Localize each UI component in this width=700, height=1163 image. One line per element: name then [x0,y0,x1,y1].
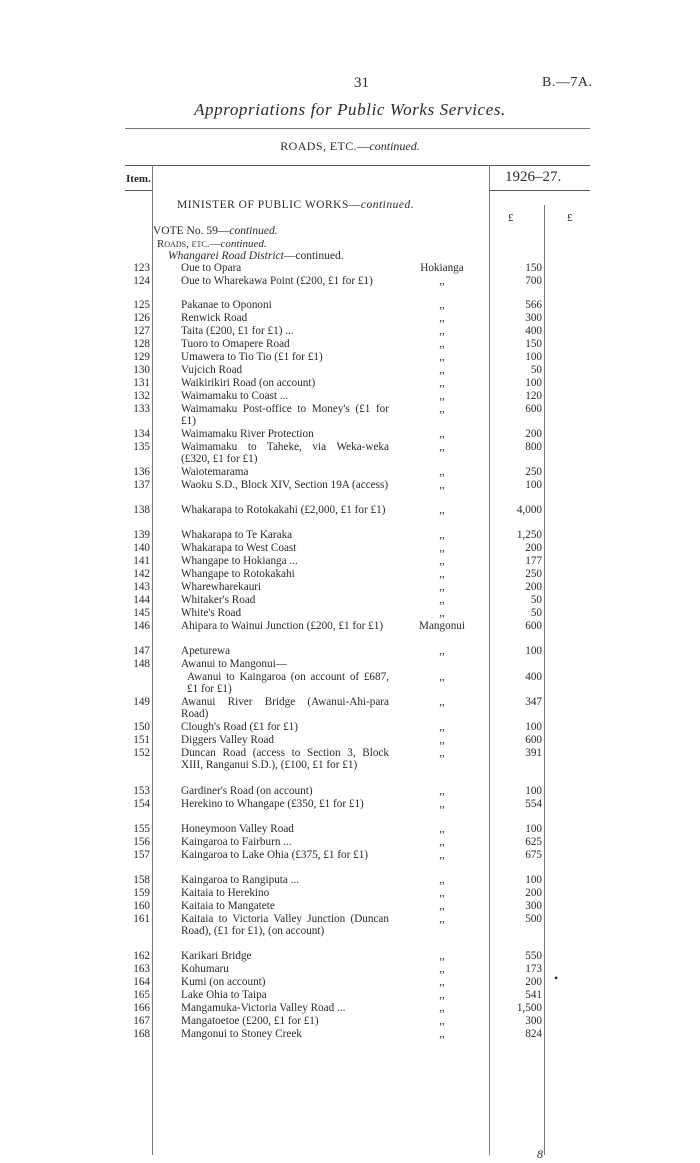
year-column-header: 1926–27. [505,169,562,185]
item-number: 149 [133,696,150,708]
item-number: 134 [133,428,150,440]
county: ,, [439,836,445,848]
county: ,, [439,275,445,287]
item-description: Renwick Road [181,312,248,324]
amount: 500 [525,913,542,925]
document-reference: B.—7A. [542,75,593,90]
county: ,, [439,989,445,1001]
amount: 100 [525,479,542,491]
amount: 1,500 [516,1002,542,1014]
item-number: 150 [133,721,150,733]
item-description: Awanui to Mangonui— [181,658,287,670]
amount: 824 [525,1028,542,1040]
item-description: Kumi (on account) [181,976,266,988]
item-number: 136 [133,466,150,478]
amount: 300 [525,1015,542,1027]
amount: 700 [525,275,542,287]
item-number: 131 [133,377,150,389]
item-column-divider [152,165,153,1155]
county: ,, [439,325,445,337]
roads-continued: continued. [220,238,267,250]
county: ,, [439,529,445,541]
amount: 675 [525,849,542,861]
county: ,, [439,428,445,440]
item-description: Mangamuka-Victoria Valley Road ... [181,1002,346,1014]
item-number: 123 [133,262,150,274]
amount: 200 [525,581,542,593]
item-description: Whakarapa to West Coast [181,542,297,554]
item-number: 164 [133,976,150,988]
amount: 50 [530,364,542,376]
amount: 173 [525,963,542,975]
subtitle-main: ROADS, ETC.— [280,139,370,153]
amount: 600 [525,734,542,746]
item-number: 166 [133,1002,150,1014]
table-header-rule-right [490,190,590,191]
item-number: 137 [133,479,150,491]
county: ,, [439,734,445,746]
stray-mark: • [554,971,559,985]
item-description: Duncan Road (access to Section 3, Block XIII, Ranganui S.D.), (£100, £1 for £1) [181,747,389,772]
item-description: Vujcich Road [181,364,243,376]
county: ,, [439,913,445,925]
item-number: 140 [133,542,150,554]
item-description: Kaingaroa to Fairburn ... [181,836,292,848]
item-number: 144 [133,594,150,606]
item-number: 157 [133,849,150,861]
item-description: Gardiner's Road (on account) [181,785,313,797]
county: ,, [439,542,445,554]
county: ,, [439,874,445,886]
amount: 200 [525,428,542,440]
county: ,, [439,581,445,593]
item-number: 133 [133,403,150,415]
item-description: Umawera to Tio Tio (£1 for £1) [181,351,323,363]
amount: 550 [525,950,542,962]
item-description: Apeturewa [181,645,231,657]
item-description: Waiotemarama [181,466,249,478]
county: ,, [439,950,445,962]
item-description: Kaitaia to Herekino [181,887,270,899]
county: ,, [439,645,445,657]
item-number: 163 [133,963,150,975]
item-number: 129 [133,351,150,363]
item-description: Waimamaku to Coast ... [181,390,289,402]
amount: 250 [525,466,542,478]
item-description: Whangape to Hokianga ... [181,555,298,567]
amount: 400 [525,325,542,337]
item-description: Waimamaku to Taheke, via Weka-weka (£320, £1 for £1) [181,441,389,466]
item-number: 167 [133,1015,150,1027]
county: ,, [439,479,445,491]
item-description: Kohumaru [181,963,229,975]
item-description: Oue to Wharekawa Point (£200, £1 for £1) [181,275,373,287]
county: ,, [439,299,445,311]
item-number: 165 [133,989,150,1001]
vote-main: VOTE No. 59— [153,225,230,237]
county: ,, [439,364,445,376]
amount: 4,000 [516,504,542,516]
county: ,, [439,1002,445,1014]
item-description: Tuoro to Omapere Road [181,338,290,350]
item-number: 124 [133,275,150,287]
item-number: 138 [133,504,150,516]
pound-symbol-right: £ [567,212,573,224]
item-number: 151 [133,734,150,746]
amount: 400 [525,671,542,683]
county: ,, [439,963,445,975]
item-description: Herekino to Whangape (£350, £1 for £1) [181,798,364,810]
county: ,, [439,338,445,350]
amount: 200 [525,887,542,899]
header-rule [125,128,590,129]
subtitle-continued: continued. [369,139,420,153]
county: ,, [439,823,445,835]
item-description: Wharewharekauri [181,581,262,593]
item-description: Mangatoetoe (£200, £1 for £1) [181,1015,319,1027]
item-column-header: Item. [126,173,151,185]
roads-heading [157,238,267,250]
amount: 50 [530,607,542,619]
pound-symbol-left: £ [508,212,514,224]
roads-main: Roads, etc.— [157,238,221,250]
footer-mark: 8 [537,1147,543,1161]
county: ,, [439,504,445,516]
county: ,, [439,555,445,567]
item-description: Mangonui to Stoney Creek [181,1028,302,1040]
county: ,, [439,403,445,415]
item-number: 126 [133,312,150,324]
amount: 100 [525,785,542,797]
county: ,, [439,377,445,389]
amount: 100 [525,377,542,389]
page-subtitle [0,139,700,154]
item-number: 147 [133,645,150,657]
item-description: Karikari Bridge [181,950,252,962]
item-number: 158 [133,874,150,886]
county: ,, [439,1015,445,1027]
item-number: 145 [133,607,150,619]
item-description: Waikirikiri Road (on account) [181,377,316,389]
item-number: 146 [133,620,150,632]
district-heading [168,250,344,262]
amount: 600 [525,403,542,415]
item-number: 127 [133,325,150,337]
item-number: 132 [133,390,150,402]
county: ,, [439,887,445,899]
item-description: Waimamaku Post-office to Money's (£1 for £1) [181,403,389,428]
section-continued: continued. [360,199,415,211]
amount: 100 [525,721,542,733]
vote-continued: continued. [229,225,278,237]
amount: 250 [525,568,542,580]
amount: 120 [525,390,542,402]
item-number: 128 [133,338,150,350]
item-description: Diggers Valley Road [181,734,275,746]
item-description: White's Road [181,607,242,619]
county: ,, [439,441,445,453]
item-description: Whakarapa to Te Karaka [181,529,293,541]
item-number: 153 [133,785,150,797]
amount: 200 [525,542,542,554]
amount: 100 [525,874,542,886]
county: ,, [439,466,445,478]
item-number: 143 [133,581,150,593]
amount: 100 [525,351,542,363]
item-number: 155 [133,823,150,835]
table-top-rule [125,165,590,166]
section-main: MINISTER OF PUBLIC WORKS— [177,199,361,211]
item-description: Kaitaia to Mangatete [181,900,275,912]
district-name: Whangarei Road District [168,250,284,262]
item-number: 139 [133,529,150,541]
amount: 300 [525,900,542,912]
county: ,, [439,607,445,619]
item-description: Whakarapa to Rotokakahi (£2,000, £1 for £1) [181,504,386,516]
item-number: 141 [133,555,150,567]
item-description: Whangape to Rotokakahi [181,568,295,580]
amount: 100 [525,823,542,835]
amount: 177 [525,555,542,567]
item-number: 154 [133,798,150,810]
county: ,, [439,976,445,988]
item-number: 130 [133,364,150,376]
amount: 200 [525,976,542,988]
county: ,, [439,785,445,797]
amount: 150 [525,338,542,350]
county: ,, [439,351,445,363]
county: ,, [439,849,445,861]
amount: 300 [525,312,542,324]
item-number: 160 [133,900,150,912]
item-number: 142 [133,568,150,580]
page-title: Appropriations for Public Works Services. [194,100,506,119]
item-description: Awanui to Kaingaroa (on account of £687, £1 for £1) [187,671,389,696]
county: ,, [439,900,445,912]
item-number: 152 [133,747,150,759]
item-number: 135 [133,441,150,453]
item-number: 159 [133,887,150,899]
county: ,, [439,747,445,759]
item-description: Kaingaroa to Rangiputa ... [181,874,300,886]
amount: 800 [525,441,542,453]
item-description: Whitaker's Road [181,594,256,606]
county: Mangonui [419,620,465,632]
section-heading [177,199,414,211]
amount: 391 [525,747,542,759]
item-description: Waoku S.D., Block XIV, Section 19A (access) [181,479,389,491]
table-header-rule [125,190,152,191]
amount: 150 [525,262,542,274]
item-description: Oue to Opara [181,262,242,274]
district-continued: —continued. [283,250,344,262]
county: ,, [439,721,445,733]
item-number: 148 [133,658,150,670]
item-number: 162 [133,950,150,962]
amount: 566 [525,299,542,311]
item-number: 156 [133,836,150,848]
item-description: Waimamaku River Protection [181,428,314,440]
item-description: Honeymoon Valley Road [181,823,294,835]
amount: 625 [525,836,542,848]
item-description: Taita (£200, £1 for £1) ... [181,325,294,337]
vote-heading [153,225,278,237]
item-number: 168 [133,1028,150,1040]
item-description: Lake Ohia to Taipa [181,989,267,1001]
item-number: 125 [133,299,150,311]
item-description: Pakanae to Opononi [181,299,272,311]
item-description: Kaingaroa to Lake Ohia (£375, £1 for £1) [181,849,369,861]
item-description: Ahipara to Wainui Junction (£200, £1 for £1) [181,620,384,632]
county: ,, [439,568,445,580]
county: ,, [439,312,445,324]
county: ,, [439,696,445,708]
amount: 347 [525,696,542,708]
amount: 100 [525,645,542,657]
amount: 541 [525,989,542,1001]
page-number: 31 [354,75,369,91]
county: ,, [439,594,445,606]
amount: 50 [530,594,542,606]
county: ,, [439,390,445,402]
item-number: 161 [133,913,150,925]
item-description: Kaitaia to Victoria Valley Junction (Duncan Road), (£1 for £1), (on account) [181,913,389,938]
amount: 600 [525,620,542,632]
county: Hokianga [420,262,464,274]
amount-column-divider-mid [544,205,545,1155]
item-description: Clough's Road (£1 for £1) [181,721,298,733]
amount: 1,250 [516,529,542,541]
item-description: Awanui River Bridge (Awanui-Ahi-para Road) [181,696,389,721]
county: ,, [439,1028,445,1040]
county: ,, [439,798,445,810]
amount: 554 [525,798,542,810]
county: ,, [439,671,445,683]
